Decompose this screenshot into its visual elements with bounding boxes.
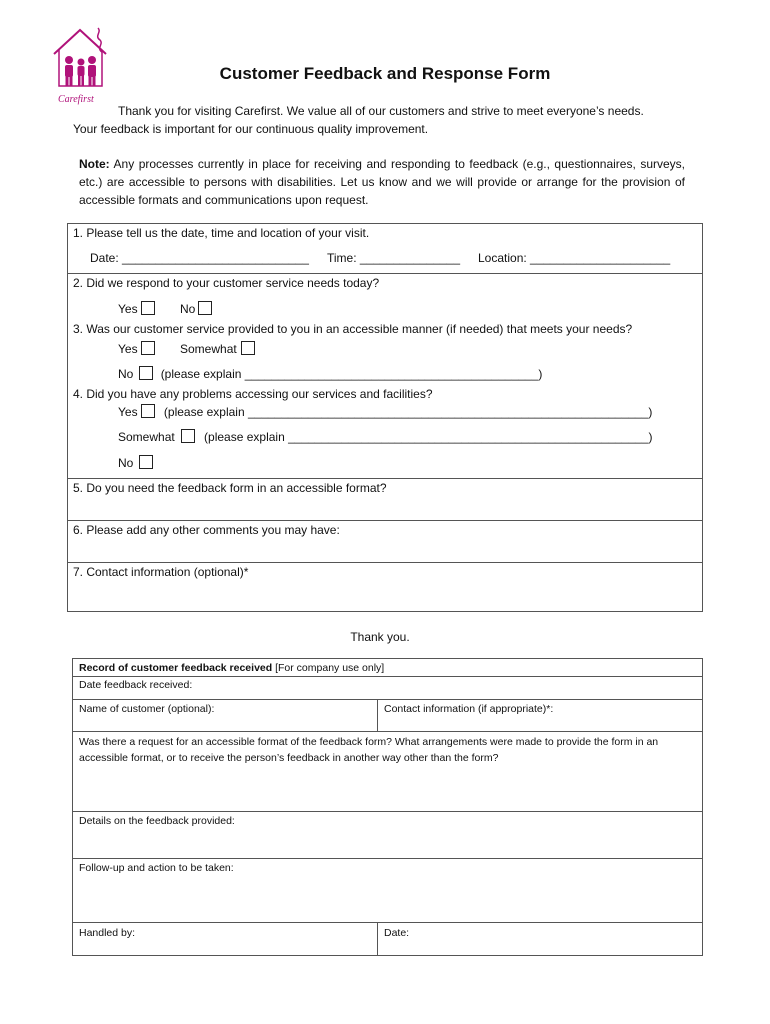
q3-no-option[interactable] [118,366,542,381]
question-7: 7. Contact information (optional)* [73,565,249,579]
time-field[interactable]: Time: _______________ [327,251,460,265]
divider [377,699,378,731]
customer-name-label: Name of customer (optional): [79,703,215,715]
q4-no-label: No [118,456,134,470]
divider [67,478,703,479]
q4-somewhat-checkbox[interactable] [181,429,195,443]
record-header-note: [For company use only] [272,662,385,674]
date-received-label: Date feedback received: [79,679,193,691]
question-5: 5. Do you need the feedback form in an accessible format? [73,481,387,495]
question-2: 2. Did we respond to your customer service needs today? [73,276,380,290]
intro-line-2: Your feedback is important for our continuous quality improvement. [73,122,429,136]
divider [67,520,703,521]
location-field[interactable]: Location: _____________________ [478,251,671,265]
q2-no-option[interactable] [180,301,212,316]
record-header [79,662,384,674]
divider [72,676,703,677]
q4-yes-option[interactable] [118,404,652,419]
q3-yes-checkbox[interactable] [141,341,155,355]
house-family-icon [50,24,112,96]
question-3: 3. Was our customer service provided to you in an accessible manner (if needed) that meets your needs? [73,322,633,336]
q4-yes-checkbox[interactable] [141,404,155,418]
divider [72,699,703,700]
q3-yes-option[interactable] [118,341,155,356]
intro-line-1: Thank you for visiting Carefirst. We value all of our customers and strive to meet everyone’s needs. [118,104,644,118]
record-date-label: Date: [384,927,410,939]
q2-no-label: No [180,302,196,316]
divider [72,858,703,859]
record-header-bold: Record of customer feedback received [79,662,273,674]
divider [72,731,703,732]
q3-somewhat-option[interactable] [180,341,255,356]
q4-yes-explain-field[interactable]: (please explain ____________________________________________________________) [163,405,653,419]
q3-somewhat-label: Somewhat [180,342,237,356]
q4-somewhat-explain-field[interactable]: (please explain ______________________________________________________) [204,430,653,444]
question-4: 4. Did you have any problems accessing our services and facilities? [73,387,433,401]
q4-yes-label: Yes [118,405,138,419]
divider [67,273,703,274]
feedback-details-label: Details on the feedback provided: [79,815,235,827]
q3-somewhat-checkbox[interactable] [241,341,255,355]
logo-text: Carefirst [58,94,94,105]
thank-you-text: Thank you. [350,630,410,644]
date-field[interactable]: Date: ____________________________ [90,251,309,265]
q2-no-checkbox[interactable] [198,301,212,315]
divider [72,922,703,923]
accessible-request-label: Was there a request for an accessible format of the feedback form? What arrangements were made to provide the form in an accessible format, or to receive the person’s feedback in another way other than the form? [79,736,659,764]
q3-no-checkbox[interactable] [139,366,153,380]
question-1: 1. Please tell us the date, time and location of your visit. [73,226,370,240]
q4-no-option[interactable] [118,455,153,470]
note-label: Note: [79,157,110,171]
q2-yes-label: Yes [118,302,138,316]
q4-no-checkbox[interactable] [139,455,153,469]
divider [377,922,378,956]
divider [67,562,703,563]
question-6: 6. Please add any other comments you may have: [73,523,340,537]
divider [72,811,703,812]
form-title: Customer Feedback and Response Form [219,64,551,83]
q2-yes-option[interactable] [118,301,155,316]
handled-by-label: Handled by: [79,927,136,939]
note-paragraph [79,155,685,209]
q3-no-label: No [118,367,134,381]
note-text: Any processes currently in place for receiving and responding to feedback (e.g., questionnaires, surveys, etc.) are accessible to persons with disabilities. Let us know and we will provide or arrange for the provision of accessible formats and communications upon request. [79,157,685,207]
followup-label: Follow-up and action to be taken: [79,862,234,874]
q3-explain-field[interactable]: (please explain ____________________________________________) [160,367,543,381]
q2-yes-checkbox[interactable] [141,301,155,315]
q4-somewhat-label: Somewhat [118,430,175,444]
contact-info-label: Contact information (if appropriate)*: [384,703,554,715]
q4-somewhat-option[interactable] [118,429,652,444]
q3-yes-label: Yes [118,342,138,356]
